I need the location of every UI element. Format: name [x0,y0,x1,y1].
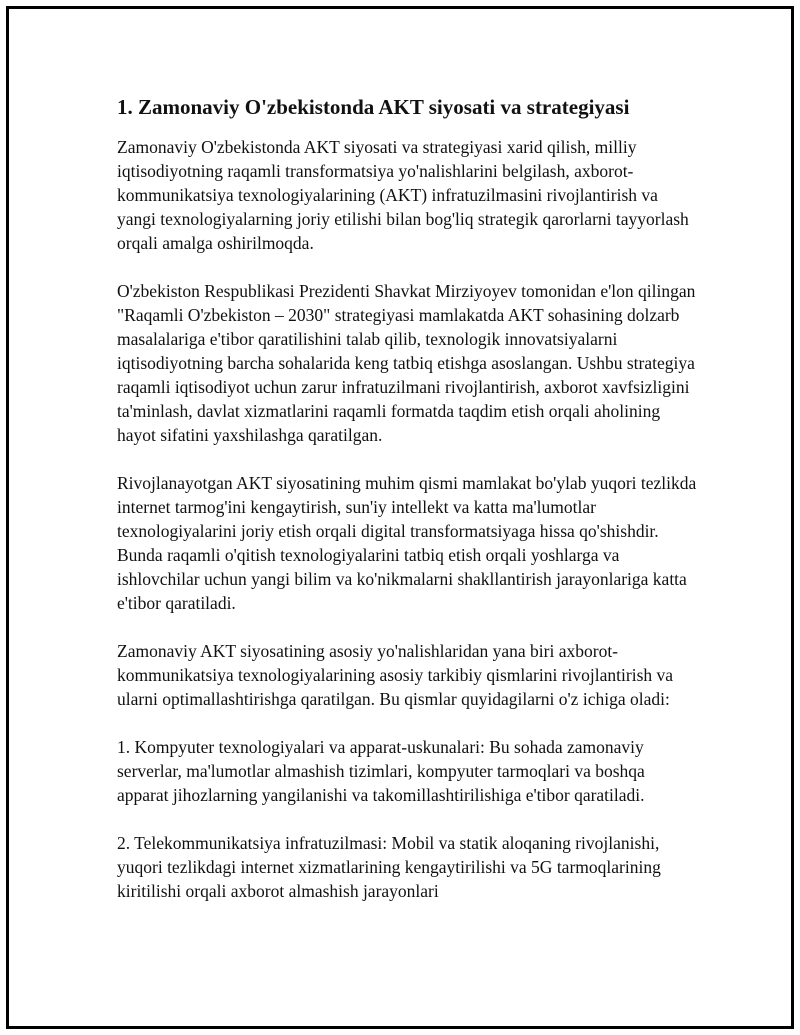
paragraph-strategy-2030: O'zbekiston Respublikasi Prezidenti Shavkat Mirziyoyev tomonidan e'lon qilingan "Raqamli O'zbekiston – 2030" strategiyasi mamlakatda AKT sohasining dolzarb masalalariga e'tibor qaratilishini talab qilib, texnologik innovatsiyalarni iqtisodiyotning barcha sohalarida keng tatbiq etishga asoslangan. Ushbu strategiya raqamli iqtisodiyot uchun zarur infratuzilmani rivojlantirish, axborot xavfsizligini ta'minlash, davlat xizmatlarini raqamli formatda taqdim etish orqali aholining hayot sifatini yaxshilashga qaratilgan. [117,281,696,445]
document-title: 1. Zamonaviy O'zbekistonda AKT siyosati va strategiyasi [117,95,630,119]
paragraph-intro: Zamonaviy O'zbekistonda AKT siyosati va strategiyasi xarid qilish, milliy iqtisodiyotning raqamli transformatsiya yo'nalishlarini belgilash, axborot-kommunikatsiya texnologiyalarining (AKT) infratuzilmasini rivojlantirish va yangi texnologiyalarning joriy etilishi bilan bog'liq strategik qarorlarni tayyorlash orqali amalga oshirilmoqda. [117,137,689,253]
list-item-telecommunication-infrastructure: 2. Telekommunikatsiya infratuzilmasi: Mobil va statik aloqaning rivojlanishi, yuqori tezlikdagi internet xizmatlarining kengaytirilishi va 5G tarmoqlarining kiritilishi orqali axborot almashish jarayonlari [117,833,661,901]
paragraph-key-directions: Zamonaviy AKT siyosatining asosiy yo'nalishlaridan yana biri axborot-kommunikatsiya texnologiyalarining asosiy tarkibiy qismlarini rivojlantirish va ularni optimallashtirishga qaratilgan. Bu qismlar quyidagilarni o'z ichiga oladi: [117,641,674,709]
list-item-computer-technologies: 1. Kompyuter texnologiyalari va apparat-uskunalari: Bu sohada zamonaviy serverlar, ma'lumotlar almashish tizimlari, kompyuter tarmoqlari va boshqa apparat jihozlarning yangilanishi va takomillashtirilishiga e'tibor qaratiladi. [117,737,645,805]
paragraph-digital-transformation: Rivojlanayotgan AKT siyosatining muhim qismi mamlakat bo'ylab yuqori tezlikda internet tarmog'ini kengaytirish, sun'iy intellekt va katta ma'lumotlar texnologiyalarini joriy etish orqali digital transformatsiyaga hissa qo'shishdir. Bunda raqamli o'qitish texnologiyalarini tatbiq etish orqali yoshlarga va ishlovchilar uchun yangi bilim va ko'nikmalarni shakllantirish jarayonlariga katta e'tibor qaratiladi. [117,473,697,613]
document-body [117,93,697,927]
